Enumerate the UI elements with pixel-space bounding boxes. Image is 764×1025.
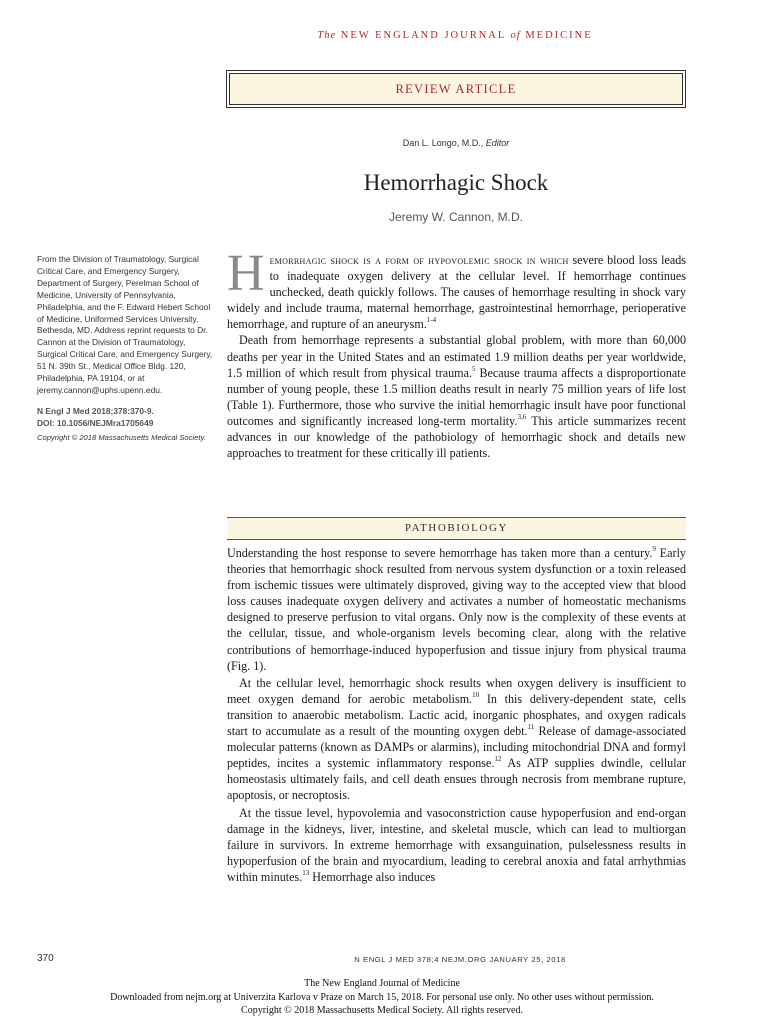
journal-header-prefix: The — [317, 30, 337, 41]
text-run: Release of damage-associated molecular patterns (known as DAMPs or alarmins), including mitochondrial DNA and formyl peptides, incites a systemic inflammatory response. — [227, 724, 686, 771]
drop-cap: H — [227, 245, 265, 302]
section-heading: PATHOBIOLOGY — [227, 517, 686, 540]
ref: 12 — [494, 755, 502, 764]
sidebar-notes — [37, 254, 215, 444]
body-paragraph — [227, 545, 686, 674]
text-run: Death from hemorrhage represents a substantial global problem, with more than 60,000 deaths per year in the United States and an estimated 1.9 million deaths per year worldwide, 1.5 million of which result from physical trauma. — [227, 333, 686, 380]
text-run: This article summarizes recent advances in our knowledge of the pathobiology of hemorrhagic shock and details new approaches to treatment for these critically ill patients. — [227, 413, 687, 461]
article-type-label: REVIEW ARTICLE — [229, 73, 683, 105]
intro-lead-caps: emorrhagic shock is a form of hypovolemic shock in which — [269, 253, 569, 267]
article-title: Hemorrhagic Shock — [363, 170, 549, 195]
ref: 11 — [527, 723, 535, 732]
text-run: Hemorrhage also induces — [309, 869, 436, 884]
text-run: At the tissue level, hypovolemia and vasoconstriction cause hypoperfusion and end-organ damage in the kidneys, liver, intestine, and skeletal muscle, which can lead to multiorgan failure in survivors. In extreme hemorrhage with exsanguination, pulselessness results in hypoperfusion of the brain and myocardium, leading to cerebral anoxia and fatal arrhythmias within minutes. — [227, 805, 686, 884]
ref: 10 — [472, 690, 480, 699]
download-notice — [0, 977, 764, 1018]
text-run: At the cellular level, hemorrhagic shock results when oxygen delivery is insufficient to meet oxygen demand for aerobic metabolism. — [227, 675, 686, 706]
section-body — [227, 545, 686, 885]
ref: 3,6 — [517, 412, 527, 421]
sidebar-copyright: Copyright © 2018 Massachusetts Medical Society. — [37, 432, 206, 442]
body-paragraph — [227, 805, 686, 885]
article-author: Jeremy W. Cannon, M.D. — [388, 210, 524, 224]
editor-line — [226, 138, 686, 148]
download-notice-copyright: Copyright © 2018 Massachusetts Medical Society. All rights reserved. — [241, 1005, 523, 1016]
intro-p1-text: severe blood loss leads to inadequate oxygen delivery at the cellular level. If hemorrhage continues unchecked, death quickly follows. The causes of hemorrhage resulting in shock vary widely and include trauma, maternal hemorrhage, gastrointestinal hemorrhage, perioperative hemorrhage, and rupture of an aneurysm. — [227, 253, 687, 332]
intro-paragraph — [227, 245, 687, 332]
intro-text — [227, 245, 687, 461]
text-run: In this delivery-dependent state, cells transition to anaerobic metabolism. Lactic acid, inorganic phosphates, and oxygen radicals start to accumulate as a result of the mounting oxygen debt. — [227, 691, 686, 739]
journal-header-of: of — [510, 30, 521, 41]
ref: 13 — [302, 868, 310, 877]
editor-name: Dan L. Longo, M.D., — [402, 138, 484, 148]
editor-role: Editor — [485, 138, 510, 148]
download-notice-journal: The New England Journal of Medicine — [304, 978, 460, 989]
text-run: Understanding the host response to severe hemorrhage has taken more than a century. — [227, 546, 653, 560]
page-number: 370 — [37, 953, 54, 964]
author-affiliation: From the Division of Traumatology, Surgical Critical Care, and Emergency Surgery, Department of Surgery, Perelman School of Medicine, University of Pennsylvania, Philadelphia, and the F. Edward Hebert School of Medicine, Uniformed Services University, Bethesda, MD. Address reprint requests to Dr. Cannon at the Division of Traumatology, Surgical Critical Care, and Emergency Surgery, 51 N. 39th St., Medical Office Bldg. 120, Philadelphia, PA 19104, or at jeremy.cannon@uphs.upenn.edu. — [37, 254, 213, 395]
article-type-box — [226, 70, 686, 108]
footer-citation: N ENGL J MED 378;4 NEJM.ORG JANUARY 25, 2018 — [354, 955, 566, 964]
journal-header-main: NEW ENGLAND JOURNAL — [340, 30, 506, 41]
text-run: As ATP supplies dwindle, cellular homeostasis ultimately fails, and cell death ensues through necrosis from membrane rupture, apoptosis, or necroptosis. — [227, 756, 686, 803]
journal-header — [0, 30, 764, 41]
download-notice-permission: Downloaded from nejm.org at Univerzita Karlova v Praze on March 15, 2018. For personal use only. No other uses without permission. — [110, 991, 654, 1003]
text-run: Early theories that hemorrhagic shock resulted from nervous system dysfunction or a toxin released from ischemic tissues were ultimately disproved, giving way to the accepted view that blood loss causes inadequate oxygen delivery and activates a number of homeostatic mechanisms designed to preserve perfusion to vital organs. Only now is the complexity of these events at the cellular, tissue, and whole-organism levels becoming clear, along with the relative contributions of hemorrhage-induced hypoperfusion and tissue injury from physical trauma (Fig. 1). — [227, 546, 686, 673]
body-paragraph — [227, 675, 686, 804]
ref: 5 — [471, 364, 476, 373]
ref: 1-4 — [426, 316, 437, 325]
ref: 9 — [652, 545, 656, 553]
journal-header-end: MEDICINE — [525, 30, 593, 41]
doi: DOI: 10.1056/NEJMra1705649 — [37, 417, 154, 428]
body-paragraph — [227, 332, 686, 461]
journal-citation: N Engl J Med 2018;378:370-9. — [37, 405, 154, 416]
text-run: Because trauma affects a disproportionate number of young people, these 1.5 million deaths result in nearly 75 million years of life lost (Table 1). Furthermore, those who survive the initial hemorrhagic insult have poor functional outcomes and significantly increased long-term mortality. — [227, 365, 686, 428]
